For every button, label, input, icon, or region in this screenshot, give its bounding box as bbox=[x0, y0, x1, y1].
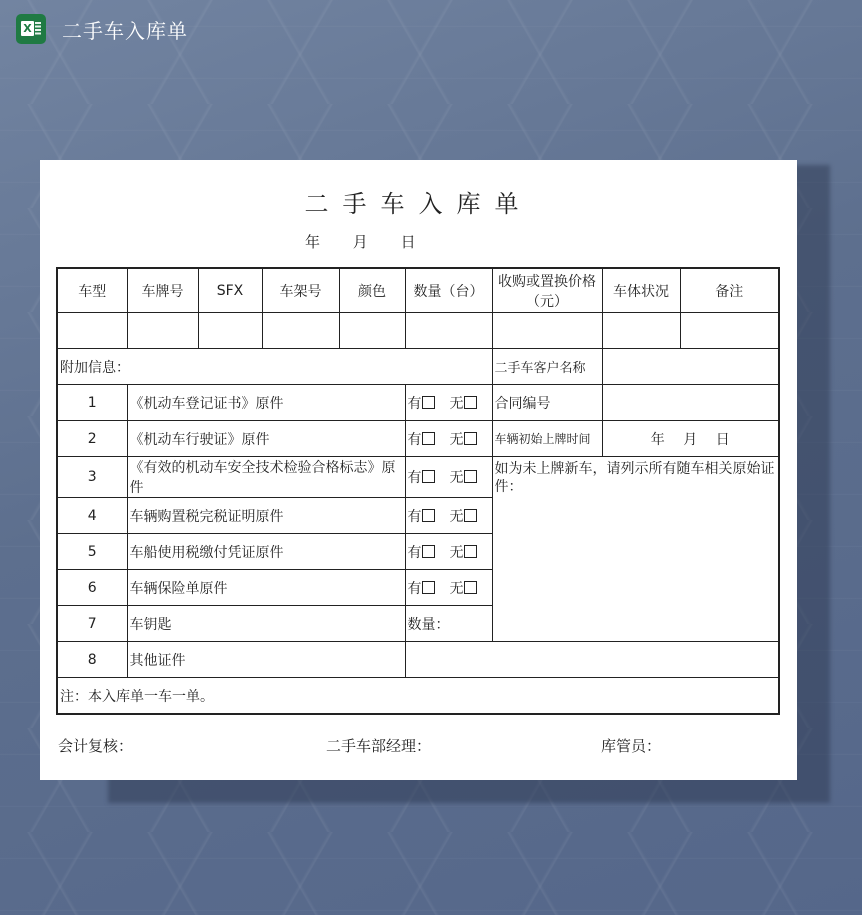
document-page bbox=[40, 160, 797, 780]
vehicle-entry-row bbox=[57, 313, 779, 349]
header-cell: 收购或置换价格（元） bbox=[492, 268, 602, 313]
cell-price[interactable] bbox=[492, 313, 602, 349]
app-header bbox=[16, 12, 188, 46]
cell-quantity[interactable] bbox=[405, 313, 492, 349]
checkbox-no[interactable] bbox=[464, 396, 477, 409]
yes-no-check[interactable]: 有 无 bbox=[405, 385, 492, 421]
header-cell: 车牌号 bbox=[127, 268, 198, 313]
item-no: 2 bbox=[57, 421, 127, 457]
accounting-review-label: 会计复核： bbox=[58, 737, 134, 755]
checkbox-yes[interactable] bbox=[422, 396, 435, 409]
item-name: 《机动车登记证书》原件 bbox=[127, 385, 405, 421]
extra-info-row bbox=[57, 349, 779, 385]
checkbox-yes[interactable] bbox=[422, 545, 435, 558]
key-quantity-label[interactable]: 数量： bbox=[405, 606, 492, 642]
other-docs-field[interactable] bbox=[405, 642, 779, 678]
contract-no-field[interactable] bbox=[602, 385, 779, 421]
doc-item-row bbox=[57, 385, 779, 421]
yes-no-check[interactable]: 有 无 bbox=[405, 457, 492, 498]
extra-info-label: 附加信息： bbox=[57, 349, 492, 385]
checkbox-no[interactable] bbox=[464, 581, 477, 594]
note-row bbox=[57, 678, 779, 715]
item-no: 5 bbox=[57, 534, 127, 570]
cell-sfx[interactable] bbox=[198, 313, 262, 349]
warehouse-keeper-label: 库管员： bbox=[601, 737, 662, 755]
first-reg-date[interactable]: 年 月 日 bbox=[602, 421, 779, 457]
header-cell: 车架号 bbox=[262, 268, 339, 313]
header-cell: 车体状况 bbox=[602, 268, 680, 313]
first-reg-label: 车辆初始上牌时间 bbox=[492, 421, 602, 457]
header-cell: 颜色 bbox=[339, 268, 405, 313]
item-no: 3 bbox=[57, 457, 127, 498]
checkbox-yes[interactable] bbox=[422, 581, 435, 594]
cell-remarks[interactable] bbox=[680, 313, 779, 349]
date-line: 年 月 日 bbox=[305, 233, 416, 251]
customer-name-label: 二手车客户名称 bbox=[492, 349, 602, 385]
header-cell: 数量（台） bbox=[405, 268, 492, 313]
item-name: 车辆保险单原件 bbox=[127, 570, 405, 606]
yes-no-check[interactable]: 有 无 bbox=[405, 498, 492, 534]
checkbox-no[interactable] bbox=[464, 470, 477, 483]
entry-form-table bbox=[56, 267, 780, 715]
excel-icon: X bbox=[16, 14, 46, 44]
new-car-docs-note[interactable]: 如为未上牌新车，请列示所有随车相关原始证件： bbox=[492, 457, 779, 642]
checkbox-yes[interactable] bbox=[422, 432, 435, 445]
item-no: 6 bbox=[57, 570, 127, 606]
item-name: 其他证件 bbox=[127, 642, 405, 678]
item-name: 车船使用税缴付凭证原件 bbox=[127, 534, 405, 570]
item-name: 《机动车行驶证》原件 bbox=[127, 421, 405, 457]
doc-item-row bbox=[57, 421, 779, 457]
item-no: 7 bbox=[57, 606, 127, 642]
app-title: 二手车入库单 bbox=[62, 18, 188, 43]
header-cell: 备注 bbox=[680, 268, 779, 313]
checkbox-yes[interactable] bbox=[422, 509, 435, 522]
item-no: 8 bbox=[57, 642, 127, 678]
header-cell: 车型 bbox=[57, 268, 127, 313]
yes-no-check[interactable]: 有 无 bbox=[405, 421, 492, 457]
item-name: 车辆购置税完税证明原件 bbox=[127, 498, 405, 534]
form-note: 注：本入库单一车一单。 bbox=[57, 678, 779, 715]
page-title: 二手车入库单 bbox=[304, 190, 533, 218]
item-name: 车钥匙 bbox=[127, 606, 405, 642]
item-name: 《有效的机动车安全技术检验合格标志》原件 bbox=[127, 457, 405, 498]
cell-plate[interactable] bbox=[127, 313, 198, 349]
header-row bbox=[57, 268, 779, 313]
cell-color[interactable] bbox=[339, 313, 405, 349]
yes-no-check[interactable]: 有 无 bbox=[405, 534, 492, 570]
doc-item-row bbox=[57, 457, 779, 498]
item-no: 1 bbox=[57, 385, 127, 421]
cell-vin[interactable] bbox=[262, 313, 339, 349]
checkbox-yes[interactable] bbox=[422, 470, 435, 483]
contract-no-label: 合同编号 bbox=[492, 385, 602, 421]
header-cell: SFX bbox=[198, 268, 262, 313]
doc-item-row bbox=[57, 642, 779, 678]
department-manager-label: 二手车部经理： bbox=[326, 737, 432, 755]
cell-body-condition[interactable] bbox=[602, 313, 680, 349]
item-no: 4 bbox=[57, 498, 127, 534]
checkbox-no[interactable] bbox=[464, 545, 477, 558]
checkbox-no[interactable] bbox=[464, 432, 477, 445]
checkbox-no[interactable] bbox=[464, 509, 477, 522]
cell-model[interactable] bbox=[57, 313, 127, 349]
yes-no-check[interactable]: 有 无 bbox=[405, 570, 492, 606]
customer-name-field[interactable] bbox=[602, 349, 779, 385]
